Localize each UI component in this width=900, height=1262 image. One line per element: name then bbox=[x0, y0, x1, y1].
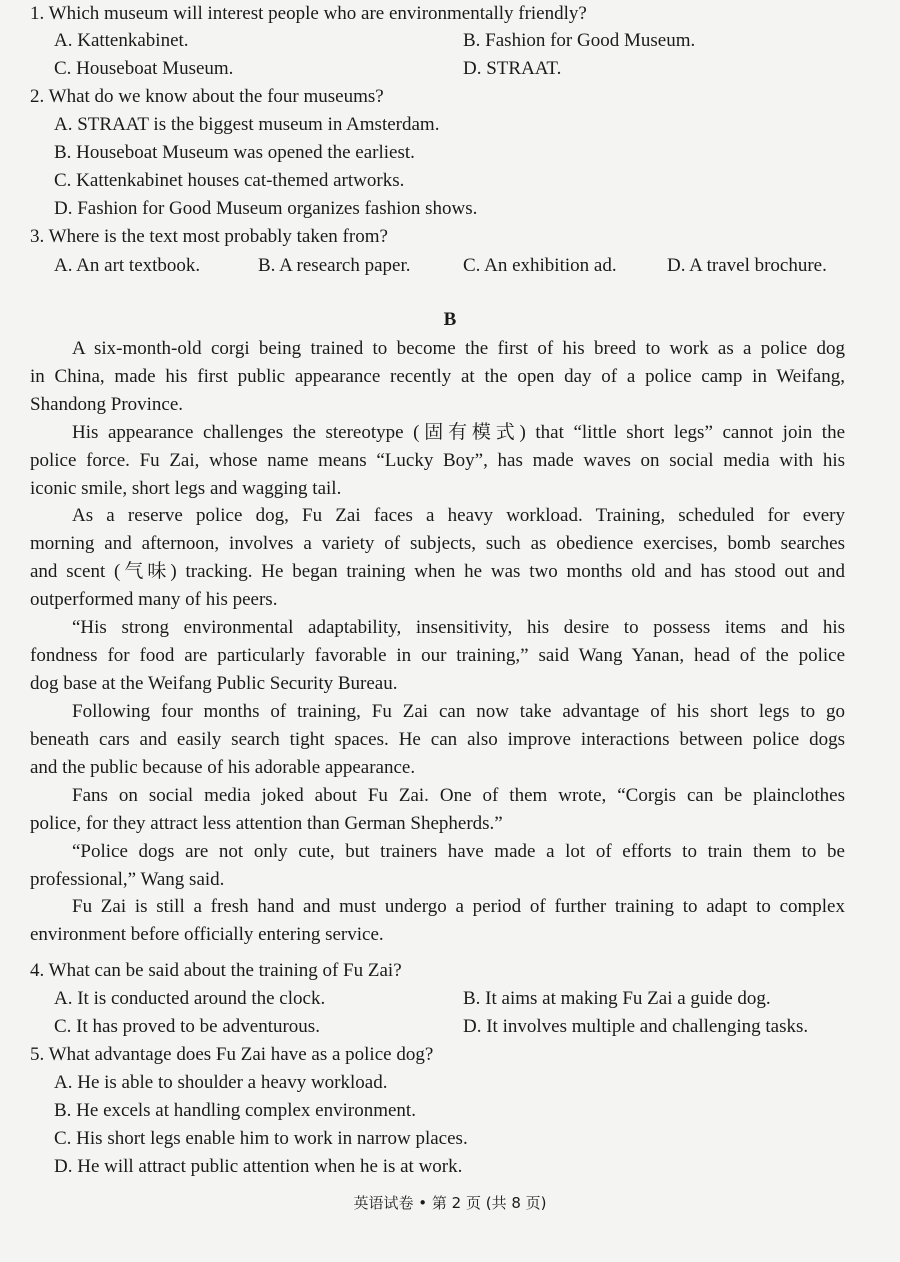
question-stem: 4. What can be said about the training of Fu Zai? bbox=[30, 960, 402, 981]
answer-option: C. Houseboat Museum. bbox=[54, 58, 234, 79]
passage-line: outperformed many of his peers. bbox=[30, 589, 278, 610]
answer-option: B. It aims at making Fu Zai a guide dog. bbox=[463, 988, 771, 1009]
passage-line: “Police dogs are not only cute, but trainers have made a lot of efforts to train them to be bbox=[72, 841, 845, 862]
answer-option: D. Fashion for Good Museum organizes fashion shows. bbox=[54, 198, 478, 219]
question-stem: 2. What do we know about the four museums? bbox=[30, 86, 384, 107]
answer-option: A. Kattenkabinet. bbox=[54, 30, 189, 51]
page-footer: 英语试卷 • 第 2 页 (共 8 页) bbox=[353, 1194, 547, 1212]
section-heading: B bbox=[443, 309, 457, 330]
answer-option: B. Fashion for Good Museum. bbox=[463, 30, 696, 51]
answer-option: A. It is conducted around the clock. bbox=[54, 988, 326, 1009]
passage-line: police, for they attract less attention than German Shepherds.” bbox=[30, 813, 503, 834]
passage-line: police force. Fu Zai, whose name means “Lucky Boy”, has made waves on social media with his bbox=[30, 450, 845, 471]
question-stem: 1. Which museum will interest people who are environmentally friendly? bbox=[30, 3, 587, 24]
passage-line: fondness for food are particularly favorable in our training,” said Wang Yanan, head of the police bbox=[30, 645, 845, 666]
passage-line: Shandong Province. bbox=[30, 394, 184, 415]
question-stem: 5. What advantage does Fu Zai have as a police dog? bbox=[30, 1044, 434, 1065]
question-stem: 3. Where is the text most probably taken from? bbox=[30, 226, 388, 247]
passage-line: beneath cars and easily search tight spaces. He can also improve interactions between police dogs bbox=[30, 729, 845, 750]
passage-line: morning and afternoon, involves a variety of subjects, such as obedience exercises, bomb searches bbox=[30, 533, 845, 554]
passage-line: Following four months of training, Fu Zai can now take advantage of his short legs to go bbox=[72, 701, 845, 722]
passage-line: and the public because of his adorable appearance. bbox=[30, 757, 416, 778]
passage-line: Fans on social media joked about Fu Zai. One of them wrote, “Corgis can be plainclothes bbox=[72, 785, 845, 806]
passage-line: environment before officially entering service. bbox=[30, 924, 384, 945]
passage-line: iconic smile, short legs and wagging tail. bbox=[30, 478, 342, 499]
passage-line: dog base at the Weifang Public Security Bureau. bbox=[30, 673, 398, 694]
answer-option: B. A research paper. bbox=[258, 255, 411, 276]
passage-line: A six-month-old corgi being trained to become the first of his breed to work as a police dog bbox=[72, 338, 845, 359]
answer-option: B. Houseboat Museum was opened the earliest. bbox=[54, 142, 415, 163]
answer-option: A. An art textbook. bbox=[54, 255, 201, 276]
answer-option: D. A travel brochure. bbox=[667, 255, 827, 276]
answer-option: D. It involves multiple and challenging tasks. bbox=[463, 1016, 809, 1037]
answer-option: D. He will attract public attention when he is at work. bbox=[54, 1156, 463, 1177]
answer-option: C. It has proved to be adventurous. bbox=[54, 1016, 320, 1037]
passage-line: and scent (气味) tracking. He began training when he was two months old and has stood out and bbox=[30, 561, 845, 582]
answer-option: C. An exhibition ad. bbox=[463, 255, 617, 276]
answer-option: B. He excels at handling complex environment. bbox=[54, 1100, 416, 1121]
answer-option: C. His short legs enable him to work in narrow places. bbox=[54, 1128, 468, 1149]
passage-line: “His strong environmental adaptability, insensitivity, his desire to possess items and his bbox=[72, 617, 845, 638]
passage-line: As a reserve police dog, Fu Zai faces a heavy workload. Training, scheduled for every bbox=[72, 505, 845, 526]
answer-option: C. Kattenkabinet houses cat-themed artworks. bbox=[54, 170, 405, 191]
answer-option: A. He is able to shoulder a heavy workload. bbox=[54, 1072, 388, 1093]
answer-option: A. STRAAT is the biggest museum in Amsterdam. bbox=[54, 114, 440, 135]
passage-line: professional,” Wang said. bbox=[30, 869, 225, 890]
passage-line: His appearance challenges the stereotype (固有模式) that “little short legs” cannot join the bbox=[72, 422, 845, 443]
passage-line: Fu Zai is still a fresh hand and must undergo a period of further training to adapt to complex bbox=[72, 896, 845, 917]
passage-line: in China, made his first public appearance recently at the open day of a police camp in Weifang, bbox=[30, 366, 845, 387]
answer-option: D. STRAAT. bbox=[463, 58, 562, 79]
